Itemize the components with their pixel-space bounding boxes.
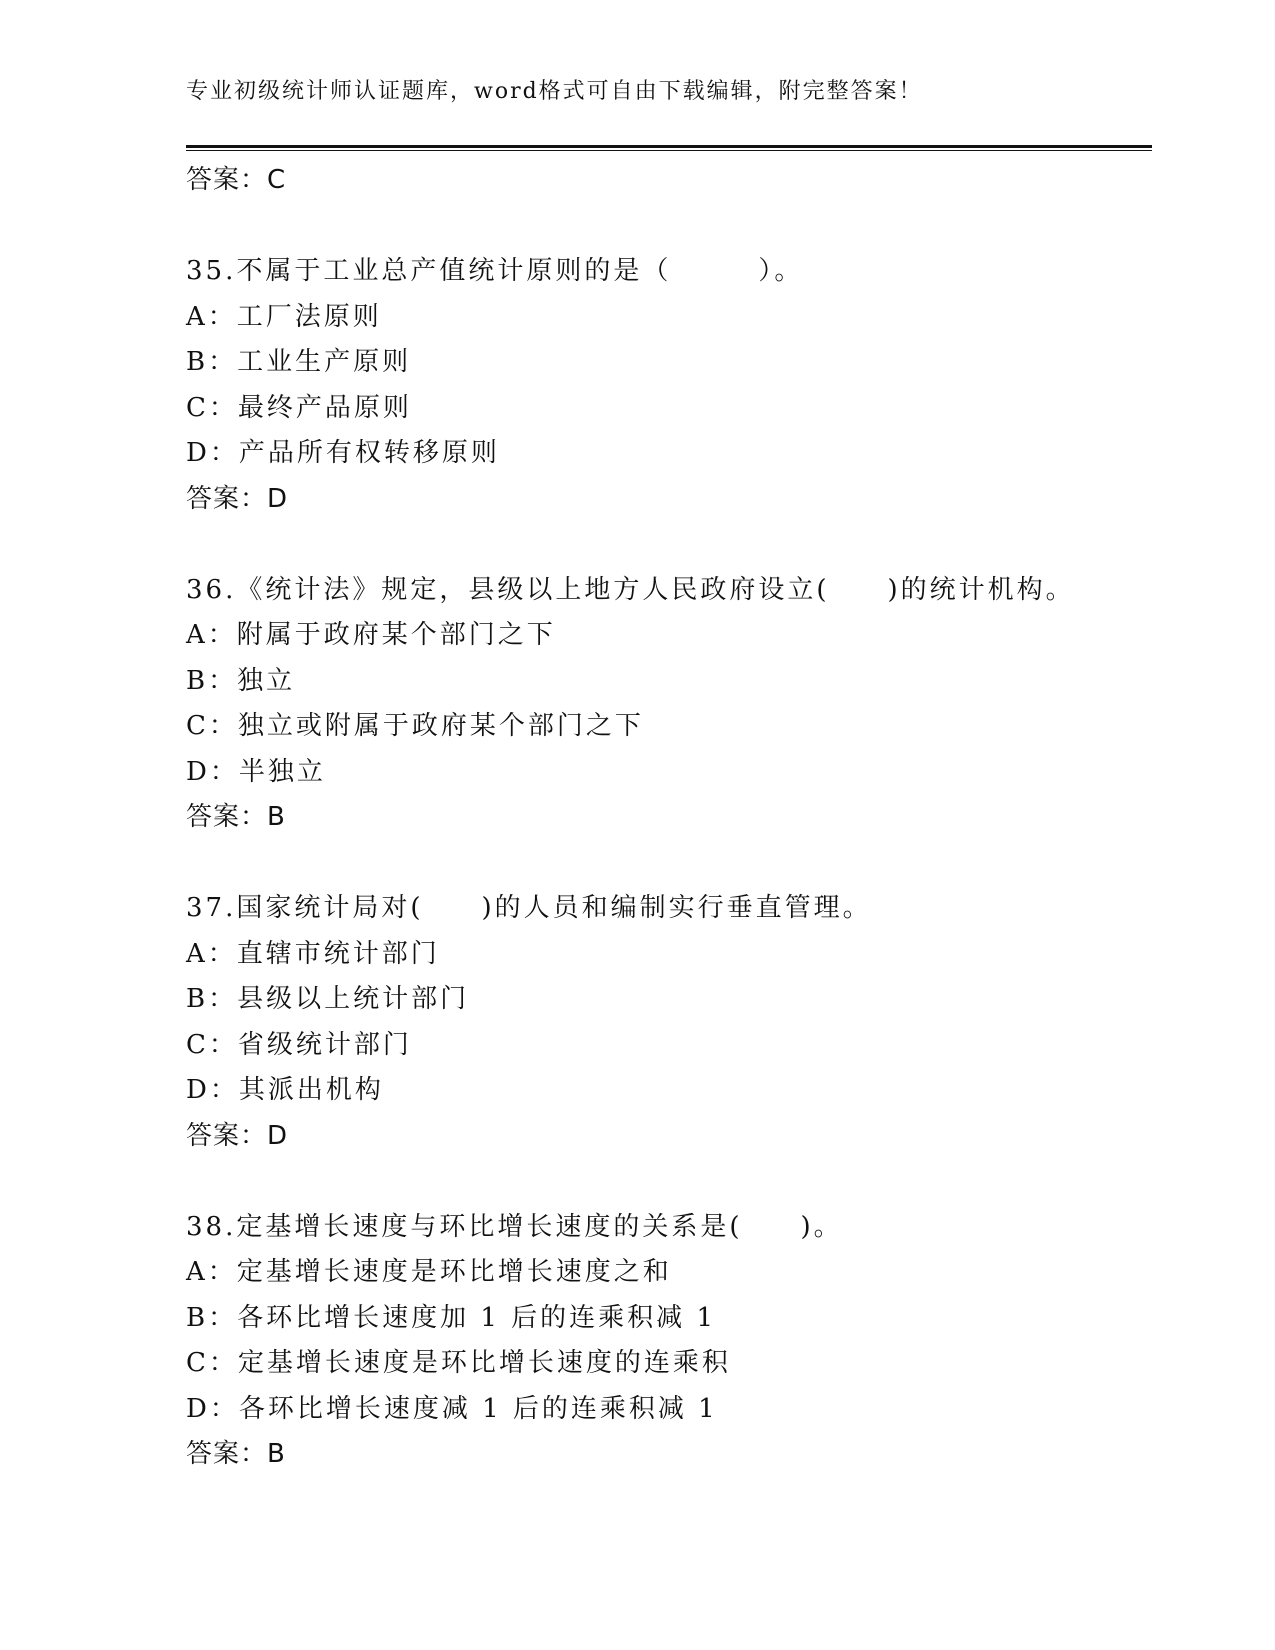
option-d: D：其派出机构: [186, 1075, 384, 1105]
option-a: A：附属于政府某个部门之下: [186, 620, 556, 650]
option-d: D：各环比增长速度减 1 后的连乘积减 1: [186, 1393, 718, 1424]
option-b: B：工业生产原则: [186, 347, 412, 377]
option-b: B：各环比增长速度加 1 后的连乘积减 1: [186, 1302, 716, 1333]
option-a: A：定基增长速度是环比增长速度之和: [186, 1257, 672, 1287]
option-c: C：定基增长速度是环比增长速度的连乘积: [186, 1348, 731, 1378]
question-stem: 35.不属于工业总产值统计原则的是（ ）。: [186, 256, 804, 286]
option-d: D：产品所有权转移原则: [186, 438, 500, 468]
answer-line: 答案：D: [186, 483, 289, 514]
question-block: [186, 568, 1152, 841]
spacer: [186, 841, 1152, 887]
option-d: D：半独立: [186, 756, 326, 787]
option-b: B：县级以上统计部门: [186, 984, 470, 1014]
question-stem: 38.定基增长速度与环比增长速度的关系是( )。: [186, 1211, 843, 1242]
spacer: [186, 522, 1152, 568]
header-rule-thick: [186, 145, 1152, 148]
answer-line: 答案：D: [186, 1120, 289, 1151]
header-rule-thin: [186, 150, 1152, 151]
question-content: [186, 158, 1152, 1478]
question-stem: 36.《统计法》规定，县级以上地方人民政府设立( )的统计机构。: [186, 574, 1075, 605]
question-block: [186, 1205, 1152, 1478]
option-c: C：最终产品原则: [186, 392, 412, 423]
option-b: B：独立: [186, 665, 296, 696]
answer-line: 答案：B: [186, 1439, 286, 1469]
page-header: 专业初级统计师认证题库，word格式可自由下载编辑，附完整答案！: [186, 79, 923, 104]
answer-line: 答案：C: [186, 165, 287, 195]
spacer: [186, 1159, 1152, 1205]
question-block: [186, 886, 1152, 1159]
spacer: [186, 204, 1152, 250]
option-a: A：直辖市统计部门: [186, 938, 440, 969]
option-a: A：工厂法原则: [186, 301, 382, 332]
question-block: [186, 249, 1152, 522]
answer-line: 答案：B: [186, 802, 286, 832]
question-stem: 37.国家统计局对( )的人员和编制实行垂直管理。: [186, 893, 872, 923]
option-c: C：省级统计部门: [186, 1029, 412, 1060]
option-c: C：独立或附属于政府某个部门之下: [186, 711, 644, 741]
